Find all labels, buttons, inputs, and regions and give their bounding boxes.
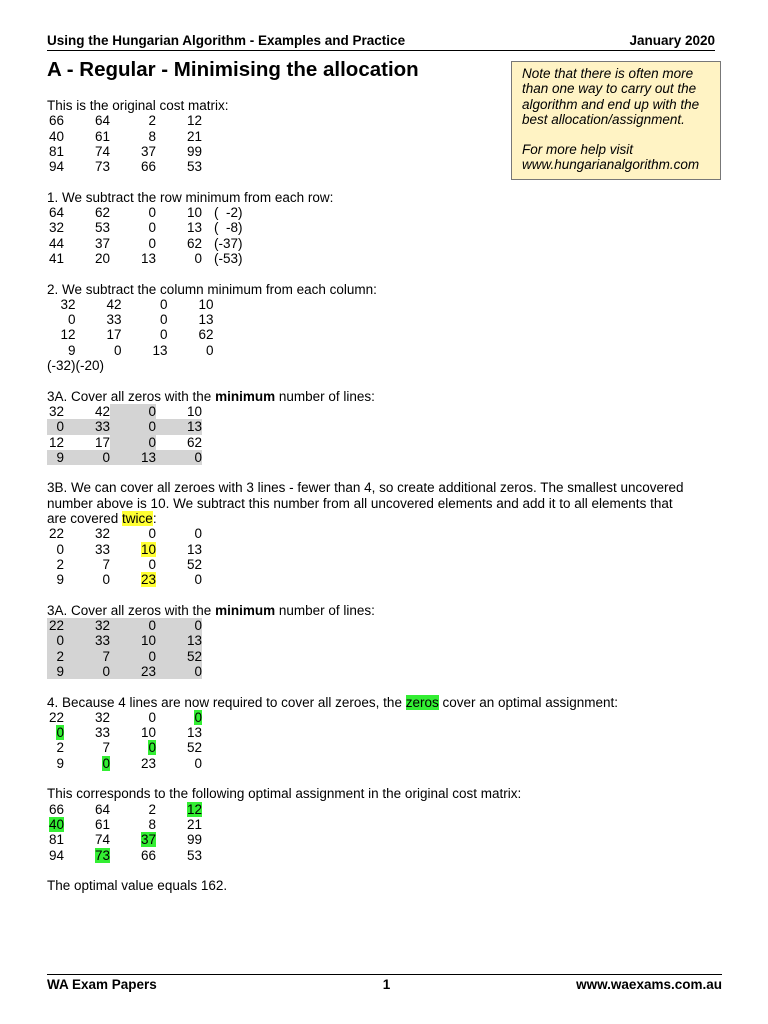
matrix-cell: 62 <box>186 434 202 450</box>
matrix-row <box>47 526 202 541</box>
matrix-cell: 0 <box>56 541 64 557</box>
matrix-cell: 0 <box>110 649 156 664</box>
matrix-cell: 37 <box>94 235 110 251</box>
matrix-cell: 33 <box>106 312 122 328</box>
matrix-cell: 44 <box>48 235 64 251</box>
matrix-cell: 73 <box>94 847 110 863</box>
page-footer <box>47 974 722 992</box>
matrix-row <box>47 220 274 235</box>
footer-page-number: 1 <box>382 977 391 992</box>
matrix-row <box>47 159 202 174</box>
matrix-cell: 8 <box>148 128 156 144</box>
matrix-cell: 12 <box>60 327 76 343</box>
matrix-cell: 74 <box>94 832 110 848</box>
matrix-cell: 74 <box>94 143 110 159</box>
matrix-cell: 23 <box>140 572 156 588</box>
cost-matrix <box>47 113 202 174</box>
matrix-row <box>47 756 202 771</box>
note-help-link[interactable]: www.hungarianalgorithm.com <box>522 157 700 173</box>
matrix-cell: 13 <box>186 220 202 236</box>
matrix-row <box>47 251 274 266</box>
note-help-text: For more help visit <box>522 142 634 158</box>
matrix-cell: 9 <box>56 572 64 588</box>
matrix-cell: 12 <box>48 434 64 450</box>
matrix-row <box>47 435 202 450</box>
optimal-zeros-matrix <box>47 710 202 771</box>
matrix-row <box>47 419 202 434</box>
section-cover-zeros-2 <box>47 603 727 679</box>
matrix-cell: 62 <box>186 235 202 251</box>
matrix-cell: 0 <box>148 526 156 542</box>
matrix-cell: 52 <box>156 649 202 664</box>
matrix-cell: 73 <box>94 159 110 175</box>
matrix-cell: 99 <box>186 832 202 848</box>
matrix-cell: 10 <box>140 725 156 741</box>
section-intro: 3A. Cover all zeros with the minimum number of lines: <box>47 388 375 404</box>
matrix-cell: 21 <box>186 816 202 832</box>
section-optimal-zeros <box>47 695 727 771</box>
matrix-cell: 0 <box>194 709 202 725</box>
matrix-cell: 32 <box>94 526 110 542</box>
matrix-cell: 0 <box>194 572 202 588</box>
matrix-cell: 22 <box>48 709 64 725</box>
note-line: best allocation/assignment. <box>522 111 685 127</box>
matrix-cell: 37 <box>140 143 156 159</box>
matrix-row <box>47 297 214 312</box>
matrix-cell: 40 <box>48 816 64 832</box>
matrix-cell: 0 <box>148 740 156 756</box>
section-intro: 2. We subtract the column minimum from each column: <box>47 281 377 297</box>
matrix-cell: 94 <box>48 159 64 175</box>
matrix-cell: 66 <box>140 159 156 175</box>
matrix-cell: 0 <box>47 633 64 648</box>
matrix-cell: 0 <box>64 450 110 465</box>
document-body <box>47 98 727 909</box>
row-minimum-label: ( -8) <box>214 220 243 236</box>
matrix-row <box>47 113 202 128</box>
matrix-row <box>47 542 202 557</box>
row-minimum-label: ( -2) <box>214 205 243 221</box>
matrix-cell: 7 <box>102 740 110 756</box>
section-intro: number above is 10. We subtract this number from all uncovered elements and add it to all elements that <box>47 495 673 511</box>
matrix-cell: 62 <box>198 327 214 343</box>
note-line: than one way to carry out the <box>522 81 697 97</box>
matrix-row <box>47 633 202 648</box>
section-intro: are covered twice: <box>47 511 157 527</box>
matrix-cell: 66 <box>48 801 64 817</box>
matrix-row <box>47 817 202 832</box>
matrix-cell: 0 <box>194 250 202 266</box>
matrix-cell: 53 <box>94 220 110 236</box>
matrix-cell: 17 <box>106 327 122 343</box>
matrix-cell: 12 <box>186 801 202 817</box>
section-row-reduction <box>47 190 727 266</box>
matrix-cell: 13 <box>110 450 156 465</box>
matrix-row <box>47 848 202 863</box>
matrix-cell: 10 <box>186 403 202 419</box>
matrix-cell: 20 <box>94 250 110 266</box>
matrix-cell: 17 <box>94 434 110 450</box>
matrix-cell: 40 <box>48 128 64 144</box>
matrix-row <box>47 343 214 358</box>
matrix-cell: 13 <box>152 342 168 358</box>
matrix-cell: 0 <box>194 755 202 771</box>
matrix-cell: 9 <box>47 664 64 679</box>
matrix-cell: 64 <box>94 801 110 817</box>
matrix-row <box>47 450 202 465</box>
matrix-cell: 0 <box>102 572 110 588</box>
section-intro: This is the original cost matrix: <box>47 98 229 113</box>
matrix-cell: 9 <box>47 450 64 465</box>
matrix-cell: 99 <box>186 143 202 159</box>
header-date: January 2020 <box>629 33 715 48</box>
footer-publisher: WA Exam Papers <box>47 977 157 992</box>
matrix-cell: 32 <box>60 296 76 312</box>
matrix-cell: 10 <box>198 296 214 312</box>
matrix-cell: 66 <box>48 113 64 129</box>
section-result <box>47 878 727 893</box>
matrix-cell: 0 <box>110 435 156 450</box>
matrix-cell: 0 <box>110 618 156 633</box>
matrix-cell: 13 <box>186 541 202 557</box>
row-minimum-label: (-37) <box>214 235 243 251</box>
matrix-row <box>47 205 274 220</box>
matrix-cell: 0 <box>68 312 76 328</box>
section-intro: This corresponds to the following optimal assignment in the original cost matrix: <box>47 786 522 802</box>
optimal-assignment-matrix <box>47 802 202 863</box>
matrix-cell: 61 <box>94 128 110 144</box>
matrix-cell: 0 <box>148 556 156 572</box>
matrix-row <box>47 404 202 419</box>
section-intro: 3A. Cover all zeros with the minimum number of lines: <box>47 602 375 618</box>
section-column-reduction <box>47 282 727 374</box>
matrix-cell: 0 <box>156 664 202 679</box>
column-minimum-label: (-32) <box>47 358 76 374</box>
matrix-cell: 37 <box>140 832 156 848</box>
footer-website[interactable]: www.waexams.com.au <box>576 977 722 992</box>
matrix-cell: 0 <box>56 725 64 741</box>
matrix-cell: 0 <box>156 450 202 465</box>
matrix-cell: 22 <box>48 526 64 542</box>
matrix-cell: 2 <box>56 556 64 572</box>
matrix-cell: 13 <box>198 312 214 328</box>
matrix-cell: 33 <box>94 541 110 557</box>
matrix-row <box>47 312 214 327</box>
matrix-cell: 2 <box>56 740 64 756</box>
matrix-row <box>47 740 202 755</box>
matrix-cell: 32 <box>94 709 110 725</box>
matrix-cell: 0 <box>160 327 168 343</box>
matrix-cell: 32 <box>64 618 110 633</box>
section-original-matrix <box>47 98 727 174</box>
optimal-value-text: The optimal value equals 162. <box>47 878 228 894</box>
matrix-cell: 7 <box>64 649 110 664</box>
highlight-zeros: zeros <box>405 694 439 710</box>
matrix-cell: 52 <box>186 556 202 572</box>
matrix-row <box>47 710 202 725</box>
matrix-cell: 10 <box>110 633 156 648</box>
matrix-cell: 66 <box>140 847 156 863</box>
matrix-row <box>47 725 202 740</box>
matrix-cell: 61 <box>94 816 110 832</box>
section-intro: 4. Because 4 lines are now required to cover all zeroes, the zeros cover an optimal assignment: <box>47 694 619 710</box>
matrix-cell: 13 <box>156 633 202 648</box>
covered-matrix-1 <box>47 404 202 465</box>
adjusted-matrix <box>47 526 202 587</box>
matrix-cell: 9 <box>68 342 76 358</box>
matrix-row <box>47 236 274 251</box>
section-intro: 3B. We can cover all zeroes with 3 lines - fewer than 4, so create additional zeros. The smallest uncovered <box>47 480 684 496</box>
matrix-cell: 8 <box>148 816 156 832</box>
matrix-cell: 0 <box>160 296 168 312</box>
matrix-row <box>47 832 202 847</box>
matrix-cell: 52 <box>186 740 202 756</box>
matrix-row <box>47 327 214 342</box>
matrix-row <box>47 572 202 587</box>
matrix-cell: 42 <box>106 296 122 312</box>
matrix-cell: 0 <box>148 235 156 251</box>
matrix-cell: 0 <box>47 419 64 434</box>
matrix-cell: 9 <box>56 755 64 771</box>
row-reduced-matrix <box>47 205 274 266</box>
section-create-zeros <box>47 480 727 587</box>
matrix-cell: 10 <box>186 205 202 221</box>
matrix-cell: 22 <box>48 618 64 634</box>
header-title: Using the Hungarian Algorithm - Examples and Practice <box>47 33 406 48</box>
matrix-row <box>47 557 202 572</box>
page-header <box>47 33 715 51</box>
note-line: algorithm and end up with the <box>522 96 700 112</box>
matrix-cell: 0 <box>160 312 168 328</box>
matrix-cell: 0 <box>206 342 214 358</box>
column-reduced-matrix <box>47 297 214 373</box>
matrix-row <box>47 129 202 144</box>
matrix-cell: 33 <box>64 419 110 434</box>
note-line: Note that there is often more <box>522 66 694 81</box>
matrix-row <box>47 144 202 159</box>
matrix-cell: 2 <box>47 649 64 664</box>
matrix-cell: 10 <box>140 541 156 557</box>
matrix-cell: 53 <box>186 847 202 863</box>
matrix-cell: 0 <box>156 618 202 633</box>
matrix-cell: 23 <box>140 755 156 771</box>
matrix-cell: 21 <box>186 128 202 144</box>
matrix-cell: 41 <box>48 250 64 266</box>
highlight-twice: twice <box>122 511 153 527</box>
matrix-cell: 2 <box>148 113 156 129</box>
covered-matrix-2 <box>47 618 202 679</box>
matrix-cell: 7 <box>102 556 110 572</box>
matrix-cell: 42 <box>94 403 110 419</box>
matrix-cell: 12 <box>186 113 202 129</box>
matrix-cell: 0 <box>64 664 110 679</box>
matrix-cell: 13 <box>140 250 156 266</box>
matrix-cell: 13 <box>186 725 202 741</box>
section-cover-zeros-1 <box>47 389 727 465</box>
column-minimum-label: (-20) <box>75 358 105 374</box>
matrix-cell: 13 <box>156 419 202 434</box>
matrix-cell: 81 <box>48 832 64 848</box>
matrix-row <box>47 664 202 679</box>
matrix-cell: 32 <box>48 403 64 419</box>
page-title: A - Regular - Minimising the allocation <box>47 58 419 81</box>
matrix-cell: 23 <box>110 664 156 679</box>
matrix-cell: 32 <box>48 220 64 236</box>
matrix-cell: 0 <box>110 404 156 419</box>
matrix-cell: 0 <box>148 205 156 221</box>
matrix-cell: 0 <box>148 709 156 725</box>
matrix-cell: 0 <box>194 526 202 542</box>
matrix-cell: 0 <box>148 220 156 236</box>
matrix-row <box>47 618 202 633</box>
row-minimum-label: (-53) <box>214 250 243 266</box>
matrix-cell: 64 <box>94 113 110 129</box>
matrix-cell: 94 <box>48 847 64 863</box>
matrix-cell: 2 <box>148 801 156 817</box>
matrix-cell: 0 <box>102 755 110 771</box>
section-intro: 1. We subtract the row minimum from each row: <box>47 189 334 205</box>
section-optimal-assignment <box>47 786 727 862</box>
matrix-cell: 53 <box>186 159 202 175</box>
matrix-cell: 0 <box>114 342 122 358</box>
matrix-cell: 81 <box>48 143 64 159</box>
matrix-row <box>47 802 202 817</box>
matrix-cell: 64 <box>48 205 64 221</box>
matrix-row <box>47 649 202 664</box>
matrix-cell: 62 <box>94 205 110 221</box>
matrix-cell: 33 <box>64 633 110 648</box>
matrix-cell: 0 <box>110 419 156 434</box>
matrix-cell: 33 <box>94 725 110 741</box>
